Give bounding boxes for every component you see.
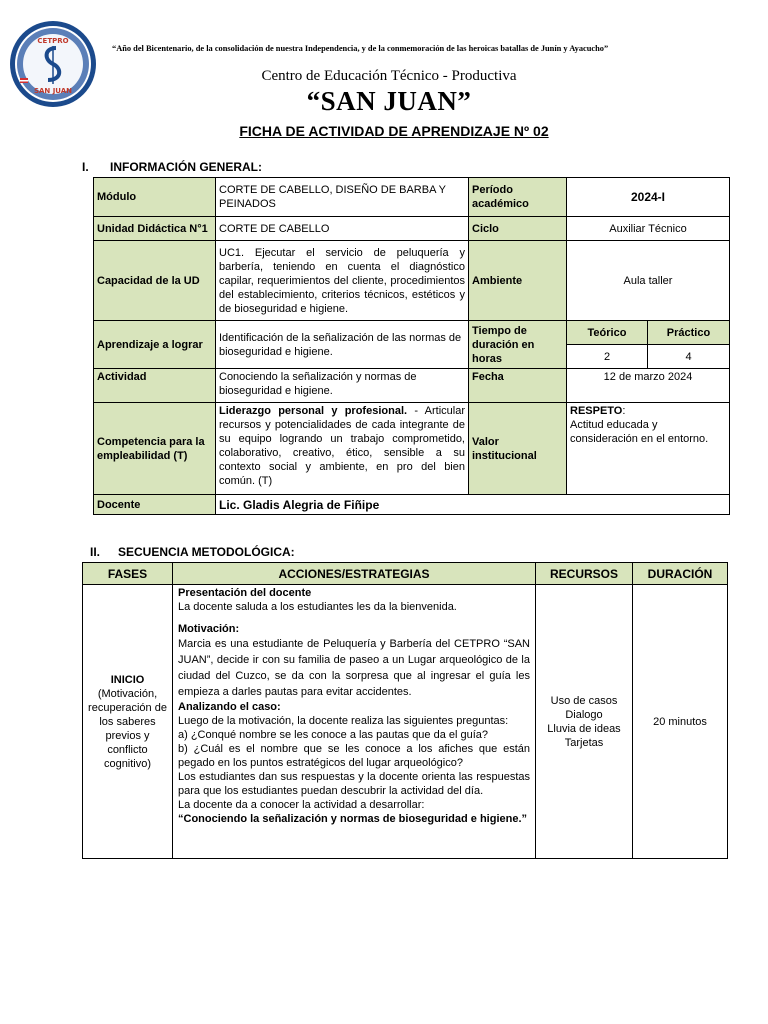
docente-label: Docente	[94, 495, 216, 515]
motivacion-title: Motivación:	[178, 623, 240, 635]
section-2-heading	[90, 545, 295, 559]
tiempo-label: Tiempo de duración en horas	[469, 321, 567, 369]
competencia-value	[216, 403, 469, 495]
capacidad-value: UC1. Ejecutar el servicio de peluquería y barbería, teniendo en cuenta el diagnóstico capilar, requerimientos del cliente, procedimientos del establecimiento, criterios técnicos, estéticos y de bioseguridad e higiene.	[216, 241, 469, 321]
resources-cell	[536, 585, 633, 859]
valor-bold: RESPETO	[570, 405, 623, 417]
phase-name: INICIO	[110, 673, 145, 686]
unidad-value: CORTE DE CABELLO	[216, 217, 469, 241]
periodo-value: 2024-I	[567, 178, 730, 217]
competencia-bold: Liderazgo personal y profesional.	[219, 405, 408, 417]
table-row	[83, 585, 728, 859]
aprendizaje-label: Aprendizaje a lograr	[94, 321, 216, 369]
resource-item: Uso de casos	[550, 694, 618, 707]
capacidad-label: Capacidad de la UD	[94, 241, 216, 321]
logo-bottom-text: SAN JUAN	[33, 87, 73, 95]
presentacion-title: Presentación del docente	[178, 587, 312, 599]
header-acciones: ACCIONES/ESTRATEGIAS	[173, 563, 536, 585]
section-1-number: I.	[82, 160, 89, 174]
motivacion-text: Marcia es una estudiante de Peluquería y Barbería del CETPRO “SAN JUAN”, decide ir con su familia de paseo a un Lugar arqueológico de la ciudad del Cuzco, se da con la sorpresa que al ingresar el guía les empieza a darles pautas para evitar accidentes.	[178, 638, 530, 698]
teorico-value: 2	[567, 345, 648, 369]
header-recursos: RECURSOS	[536, 563, 633, 585]
section-1-heading	[82, 160, 262, 174]
logo-top-text: CETPRO	[37, 37, 69, 45]
ciclo-label: Ciclo	[469, 217, 567, 241]
ambiente-value: Aula taller	[567, 241, 730, 321]
year-motto: “Año del Bicentenario, de la consolidación de nuestra Independencia, y de la conmemoración de las heroicas batallas de Junín y Ayacucho”	[112, 44, 609, 53]
header-fases: FASES	[83, 563, 173, 585]
actions-cell	[173, 585, 536, 859]
section-1-title: INFORMACIÓN GENERAL:	[110, 160, 262, 174]
ciclo-value: Auxiliar Técnico	[567, 217, 730, 241]
section-2-title: SECUENCIA METODOLÓGICA:	[118, 545, 295, 559]
modulo-label: Módulo	[94, 178, 216, 217]
header-duracion: DURACIÓN	[633, 563, 728, 585]
fecha-value: 12 de marzo 2024	[567, 369, 730, 403]
resource-item: Lluvia de ideas	[547, 722, 621, 735]
actividad-label: Actividad	[94, 369, 216, 403]
valor-text: Actitud educada y consideración en el entorno.	[570, 419, 709, 445]
teorico-label: Teórico	[567, 321, 648, 345]
methodology-table	[82, 562, 728, 859]
ambiente-label: Ambiente	[469, 241, 567, 321]
valor-label: Valor institucional	[469, 403, 567, 495]
section-2-number: II.	[90, 545, 101, 559]
docente-value: Lic. Gladis Alegria de Fiñipe	[216, 495, 730, 515]
respuestas-text: Los estudiantes dan sus respuestas y la docente orienta las respuestas para que los estudiantes puedan descubrir la actividad del día.	[178, 771, 530, 797]
periodo-label: Período académico	[469, 178, 567, 217]
resource-item: Tarjetas	[564, 736, 604, 749]
school-name: “SAN JUAN”	[306, 86, 472, 116]
practico-value: 4	[648, 345, 730, 369]
modulo-value: CORTE DE CABELLO, DISEÑO DE BARBA Y PEINADOS	[216, 178, 469, 217]
question-b: b) ¿Cuál es el nombre que se les conoce a los afiches que están pegado en los puntos estratégicos del lugar arqueológico?	[178, 743, 530, 769]
actividad-intro: La docente da a conocer la actividad a desarrollar:	[178, 799, 425, 811]
fecha-label: Fecha	[469, 369, 567, 403]
aprendizaje-value: Identificación de la señalización de las normas de bioseguridad e higiene.	[216, 321, 469, 369]
center-name: Centro de Educación Técnico - Productiva	[261, 68, 517, 84]
presentacion-text: La docente saluda a los estudiantes les da la bienvenida.	[178, 601, 457, 613]
valor-value	[567, 403, 730, 495]
valor-colon: :	[622, 405, 626, 417]
general-info-table	[93, 177, 730, 515]
competencia-text: - Articular recursos y potencialidades de cada integrante de su equipo logrando un trabajo comprometido, colaborativo, creativo, ético, sensible a su contexto social y ambiente, en pro del bien común. (T)	[219, 405, 465, 487]
document-title: FICHA DE ACTIVIDAD DE APRENDIZAJE Nº 02	[239, 123, 549, 139]
analizando-title: Analizando el caso:	[178, 701, 281, 713]
unidad-label: Unidad Didáctica N°1	[94, 217, 216, 241]
practico-label: Práctico	[648, 321, 730, 345]
duration-cell: 20 minutos	[633, 585, 728, 859]
competencia-label: Competencia para la empleabilidad (T)	[94, 403, 216, 495]
resource-item: Dialogo	[565, 708, 603, 721]
analizando-intro: Luego de la motivación, la docente realiza las siguientes preguntas:	[178, 715, 509, 727]
actividad-title: “Conociendo la señalización y normas de bioseguridad e higiene.”	[178, 813, 528, 825]
phase-cell	[83, 585, 173, 859]
phase-description: (Motivación, recuperación de los saberes previos y conflicto cognitivo)	[88, 687, 167, 770]
actividad-value: Conociendo la señalización y normas de bioseguridad e higiene.	[216, 369, 469, 403]
question-a: a) ¿Conqué nombre se les conoce a las pautas que da el guía?	[178, 729, 489, 741]
